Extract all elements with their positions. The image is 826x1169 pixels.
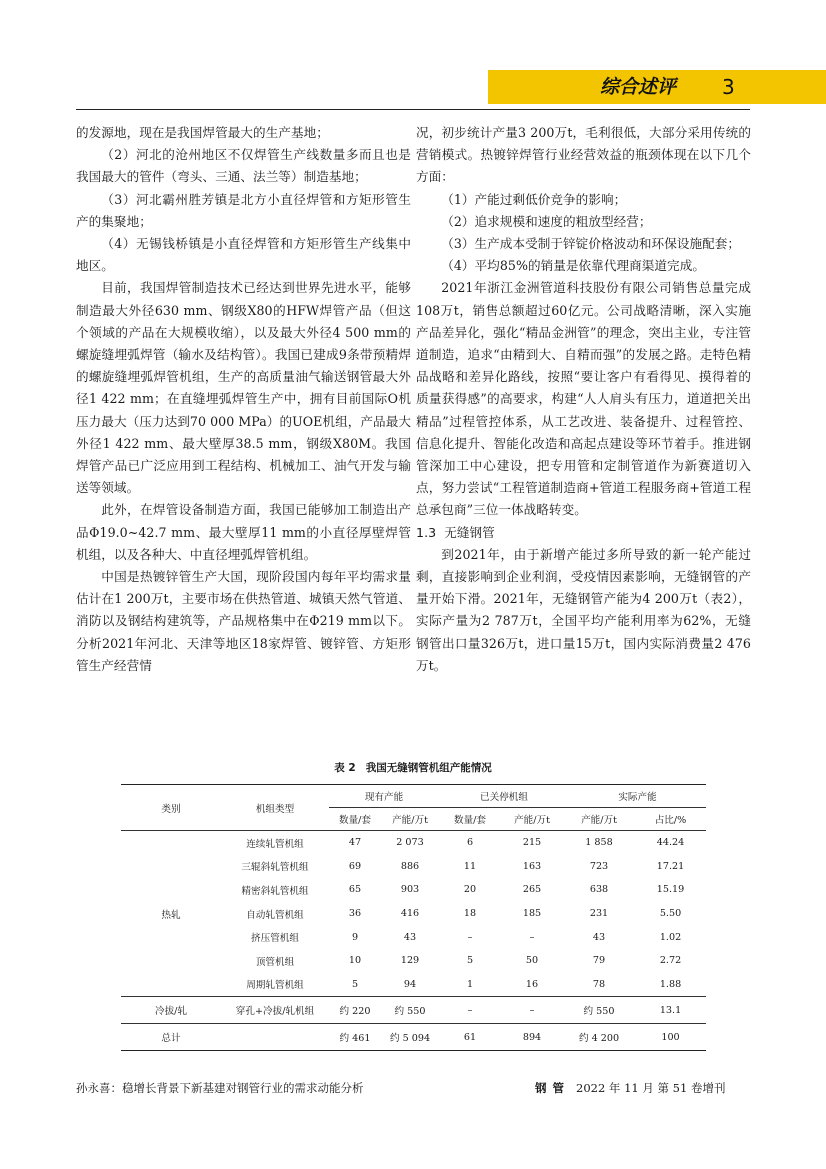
data-table <box>121 784 706 1051</box>
cell: 15.19 <box>656 884 685 896</box>
cell-category: 热轧 <box>161 909 181 921</box>
table-row <box>121 997 706 1024</box>
cell: 903 <box>400 884 420 896</box>
cell: 13.1 <box>635 997 706 1024</box>
cell: 穿孔+冷拔/轧机组 <box>221 997 329 1024</box>
cell-unit-type: 自动轧管机组 <box>246 909 304 921</box>
paragraph: （2）河北的沧州地区不仅焊管生产线数量多而且也是我国最大的管件（弯头、三通、法兰等）制造基地； <box>76 147 411 185</box>
cell: 5 <box>466 955 474 967</box>
header-capacity: 产能/万t <box>381 808 439 831</box>
cell: 886 <box>400 860 420 872</box>
table-row <box>121 831 706 855</box>
cell: 5 <box>351 978 359 990</box>
section-title: 综合述评 <box>600 76 677 98</box>
header-capacity-closed: 产能/万t <box>501 808 563 831</box>
table-header-row <box>121 785 706 808</box>
paragraph: 况，初步统计产量3 200万t，毛利很低，大部分采用传统的营销模式。热镀锌焊管行业经营效益的瓶颈体现在以下几个方面： <box>416 125 751 185</box>
cell <box>221 1024 329 1051</box>
cell: 43 <box>403 931 417 943</box>
cell: 65 <box>348 884 362 896</box>
cell: 231 <box>589 908 609 920</box>
cell: 约 5 094 <box>381 1024 439 1051</box>
cell: – <box>467 931 473 943</box>
cell: 36 <box>348 908 362 920</box>
cell: 约 550 <box>563 997 635 1024</box>
cell: 185 <box>522 908 542 920</box>
footer-article-title: 孙永喜：稳增长背景下新基建对钢管行业的需求动能分析 <box>76 1081 364 1095</box>
cell: 1.02 <box>659 931 682 943</box>
paragraph: 到2021年，由于新增产能过多所导致的新一轮产能过剩，直接影响到企业利润，受疫情因素影响，无缝钢管的产量开始下滑。2021年，无缝钢管产能为4 200万t（表2），实际产量为2 787万t，全国平均产能利用率为62%，无缝钢管出口量326万t，进口量15万t，国内实际消费量2 476万t。 <box>416 546 751 673</box>
header-capacity-actual: 产能/万t <box>563 808 635 831</box>
cell: 总计 <box>121 1024 221 1051</box>
cell: 265 <box>522 884 542 896</box>
header-group-actual: 实际产能 <box>563 785 706 808</box>
cell: 215 <box>522 837 542 849</box>
cell: – <box>501 997 563 1024</box>
cell: – <box>529 931 535 943</box>
cell: 17.21 <box>656 860 685 872</box>
table-number: 表 2 <box>334 762 356 774</box>
cell: 129 <box>400 955 420 967</box>
paragraph: （3）生产成本受制于锌锭价格波动和环保设施配套； <box>441 236 741 252</box>
cell: 20 <box>463 884 477 896</box>
header-share: 占比/% <box>635 808 706 831</box>
paragraph: （1）产能过剩低价竞争的影响； <box>441 191 627 207</box>
section-heading-text: 无缝钢管 <box>444 524 495 540</box>
cell: 79 <box>592 955 606 967</box>
cell: 47 <box>348 837 362 849</box>
paragraph: （4）无锡钱桥镇是小直径焊管和方矩形管生产线集中地区。 <box>76 236 411 274</box>
cell: – <box>439 997 501 1024</box>
cell: 163 <box>522 860 542 872</box>
paragraph: 的发源地，现在是我国焊管最大的生产基地； <box>76 125 329 140</box>
cell: 18 <box>463 908 477 920</box>
cell: 5.50 <box>659 908 682 920</box>
section-heading <box>416 522 751 544</box>
cell-unit-type: 周期轧管机组 <box>246 980 304 992</box>
cell: 1 858 <box>585 837 613 849</box>
journal-name: 钢管 <box>535 1081 570 1095</box>
cell-unit-type: 三辊斜轧管机组 <box>241 862 309 874</box>
page-number: 3 <box>722 75 735 99</box>
cell: 1.88 <box>659 978 682 990</box>
header-category: 类别 <box>121 785 221 831</box>
paragraph: （2）追求规模和速度的粗放型经营； <box>441 213 652 229</box>
header-unit-type: 机组类型 <box>221 785 329 831</box>
cell: 2.72 <box>659 955 682 967</box>
paragraph: 中国是热镀锌管生产大国，现阶段国内每年平均需求量估计在1 200万t，主要市场在供热管道、城镇天然气管道、消防以及钢结构建筑等，产品规格集中在Φ219 mm以下。分析2021年河北、天津等地区18家焊管、镀锌管、方矩形管生产经营情 <box>76 569 411 673</box>
issue-info: 2022 年 11 月 第 51 卷增刊 <box>576 1081 726 1095</box>
cell: 94 <box>403 978 417 990</box>
cell: 冷拔/轧 <box>121 997 221 1024</box>
cell-unit-type: 精密斜轧管机组 <box>241 885 309 897</box>
cell: 10 <box>348 955 362 967</box>
header-group-closed: 已关停机组 <box>439 785 563 808</box>
left-column <box>76 122 411 677</box>
cell: 9 <box>351 931 359 943</box>
cell: 61 <box>439 1024 501 1051</box>
cell: 约 220 <box>329 997 381 1024</box>
paragraph: （4）平均85%的销量是依靠代理商渠道完成。 <box>441 258 705 274</box>
cell: 78 <box>592 978 606 990</box>
cell: 416 <box>400 908 420 920</box>
header-group-existing: 现有产能 <box>329 785 439 808</box>
cell-unit-type: 连续轧管机组 <box>246 838 304 850</box>
cell: 894 <box>501 1024 563 1051</box>
cell: 约 461 <box>329 1024 381 1051</box>
table-total-row <box>121 1024 706 1051</box>
header-count-closed: 数量/套 <box>439 808 501 831</box>
cell: 6 <box>466 837 474 849</box>
cell: 723 <box>589 860 609 872</box>
cell: 11 <box>463 860 477 872</box>
cell: 100 <box>635 1024 706 1051</box>
cell: 16 <box>525 978 539 990</box>
section-number: 1.3 <box>416 524 437 540</box>
cell: 43 <box>592 931 606 943</box>
cell-unit-type: 挤压管机组 <box>251 933 299 945</box>
cell: 约 4 200 <box>563 1024 635 1051</box>
paragraph: 目前，我国焊管制造技术已经达到世界先进水平，能够制造最大外径630 mm、钢级X80的HFW焊管产品（但这个领域的产品在大规模收缩），以及最大外径4 500 mm的螺旋缝埋弧焊管（输水及结构管）。我国已建成9条带预精焊的螺旋缝埋弧焊管机组，生产的高质量油气输送钢管最大外径1 422 mm；在直缝埋弧焊管生产中，拥有目前国际O机压力最大（压力达到70 000 MPa）的UOE机组，产品最大外径1 422 mm、最大壁厚38.5 mm，钢级X80M。我国焊管产品已广泛应用到工程结构、机械加工、油气开发与输送等领域。 <box>76 280 411 496</box>
cell: 44.24 <box>656 837 685 849</box>
right-column <box>416 122 751 677</box>
cell: 1 <box>466 978 474 990</box>
cell-unit-type: 顶管机组 <box>255 956 295 968</box>
footer-journal-info <box>535 1080 725 1096</box>
header-rule <box>76 109 750 110</box>
paragraph: 此外，在焊管设备制造方面，我国已能够加工制造出产品Φ19.0~42.7 mm、最大壁厚11 mm的小直径厚壁焊管机组，以及各种大、中直径埋弧焊管机组。 <box>76 502 411 562</box>
header-count: 数量/套 <box>329 808 381 831</box>
cell: 638 <box>589 884 609 896</box>
cell: 69 <box>348 860 362 872</box>
cell: 50 <box>525 955 539 967</box>
cell: 约 550 <box>381 997 439 1024</box>
table-caption <box>0 760 826 775</box>
cell: 2 073 <box>396 837 424 849</box>
paragraph: （3）河北霸州胜芳镇是北方小直径焊管和方矩形管生产的集聚地； <box>76 191 411 229</box>
table-caption-text: 我国无缝钢管机组产能情况 <box>365 762 492 774</box>
paragraph: 2021年浙江金洲管道科技股份有限公司销售总量完成108万t，销售总额超过60亿元。公司战略清晰，深入实施产品差异化，强化“精品金洲管”的理念，突出主业，专注管道制造，追求“由精到大、自精而强”的发展之路。走特色精品战略和差异化路线，按照“要让客户有看得见、摸得着的质量获得感”的高要求，构建“人人肩头有压力，道道把关出精品”过程管控体系，从工艺改进、装备提升、过程管控、信息化提升、智能化改造和高起点建设等环节着手。推进钢管深加工中心建设，把专用管和定制管道作为新赛道切入点，努力尝试“工程管道制造商+管道工程服务商+管道工程总承包商”三位一体战略转变。 <box>416 280 751 518</box>
